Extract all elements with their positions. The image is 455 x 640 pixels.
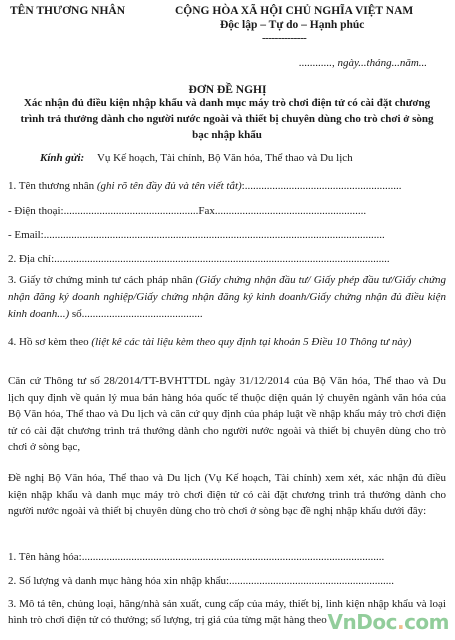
recipient-label: Kính gửi: (40, 152, 85, 164)
motto-underline: -------------- (262, 32, 307, 44)
form-subject: Xác nhận đủ điều kiện nhập khẩu và danh mục máy trò chơi điện tử có cài đặt chương trình trả thưởng dành cho người nước ngoài và thiết bị chuyên dùng cho trò chơi ở sòng bạc nhập khẩu (20, 97, 434, 141)
item-legal-documents-hint: (Giấy chứng nhận đầu tư/ Giấy phép đầu tư/Giấy chứng nhận đăng ký doanh nghiệp/Giấy chứng nhận đăng ký kinh doanh/Giấy chứng nhận đủ điều kiện kinh doanh...) (8, 274, 446, 321)
item-legal-documents (8, 272, 446, 323)
field-goods-quantity: 2. Số lượng và danh mục hàng hóa xin nhập khẩu:............................................................ (8, 575, 395, 587)
field-phone-fax: - Điện thoại:.................................................Fax....................................................... (8, 205, 367, 217)
field-address: 2. Địa chỉ:.......................................................................................................................... (8, 253, 390, 265)
item-attachments-label: 4. Hồ sơ kèm theo (8, 336, 92, 348)
field-goods-name: 1. Tên hàng hóa:.............................................................................................................. (8, 551, 385, 563)
field-goods-description: 3. Mô tả tên, chủng loại, hãng/nhà sản xuất, cung cấp của máy, thiết bị, linh kiện nhập khẩu và loại hình trò chơi điện tử có thưởng; số lượng, trị giá của từng mặt hàng theo (8, 598, 446, 626)
field-email: - Email:............................................................................................................................ (8, 229, 385, 241)
paragraph-legal-basis: Căn cứ Thông tư số 28/2014/TT-BVHTTDL ngày 31/12/2014 của Bộ Văn hóa, Thể thao và Du lịch quy định về quản lý mua bán hàng hóa quốc tế thuộc diện quản lý chuyên ngành văn hóa của Bộ Văn hóa, Thể thao và Du lịch và căn cứ quy định của pháp luật về nhập khẩu máy trò chơi điện tử có cài đặt chương trình trả thưởng dành cho người nước ngoài và thiết bị chuyên dùng cho trò chơi ở sòng bạc, (8, 375, 446, 453)
recipient-line (40, 150, 353, 167)
form-title: ĐƠN ĐỀ NGHỊ (188, 84, 267, 96)
paragraph-request: Đề nghị Bộ Văn hóa, Thể thao và Du lịch (Vụ Kế hoạch, Tài chính) xem xét, xác nhận đủ điều kiện nhập khẩu và danh mục máy trò chơi điện tử có cài đặt chương trình trả thưởng dành cho người nước ngoài và thiết bị chuyên dùng cho trò chơi ở sòng bạc đề nghị nhập khẩu dưới đây: (8, 472, 446, 517)
watermark-logo (328, 607, 449, 637)
date-line: ............, ngày...tháng...năm... (299, 57, 428, 69)
item-attachments-hint: (liệt kê các tài liệu kèm theo quy định tại khoản 5 Điều 10 Thông tư này) (91, 336, 412, 348)
field-trader-name-dots: :......................................................... (241, 180, 402, 192)
field-trader-name-hint: (ghi rõ tên đầy đủ và tên viết tắt) (96, 180, 242, 192)
recipient-value: Vụ Kế hoạch, Tài chính, Bộ Văn hóa, Thể thao và Du lịch (96, 152, 353, 164)
item-legal-documents-label: 3. Giấy tờ chứng minh tư cách pháp nhân (8, 274, 196, 286)
item-attachments (8, 334, 446, 351)
item-legal-documents-number: số............................................ (69, 308, 203, 321)
field-trader-name (8, 178, 446, 195)
trader-name-heading: TÊN THƯƠNG NHÂN (10, 5, 126, 17)
field-trader-name-label: 1. Tên thương nhân (8, 180, 97, 192)
national-motto: Độc lập – Tự do – Hạnh phúc (220, 19, 365, 31)
watermark-main: VnDoc (327, 610, 397, 634)
national-title: CỘNG HÒA XÃ HỘI CHỦ NGHĨA VIỆT NAM (175, 5, 414, 17)
watermark-dot: . (396, 610, 405, 634)
watermark-tld: com (404, 610, 449, 634)
